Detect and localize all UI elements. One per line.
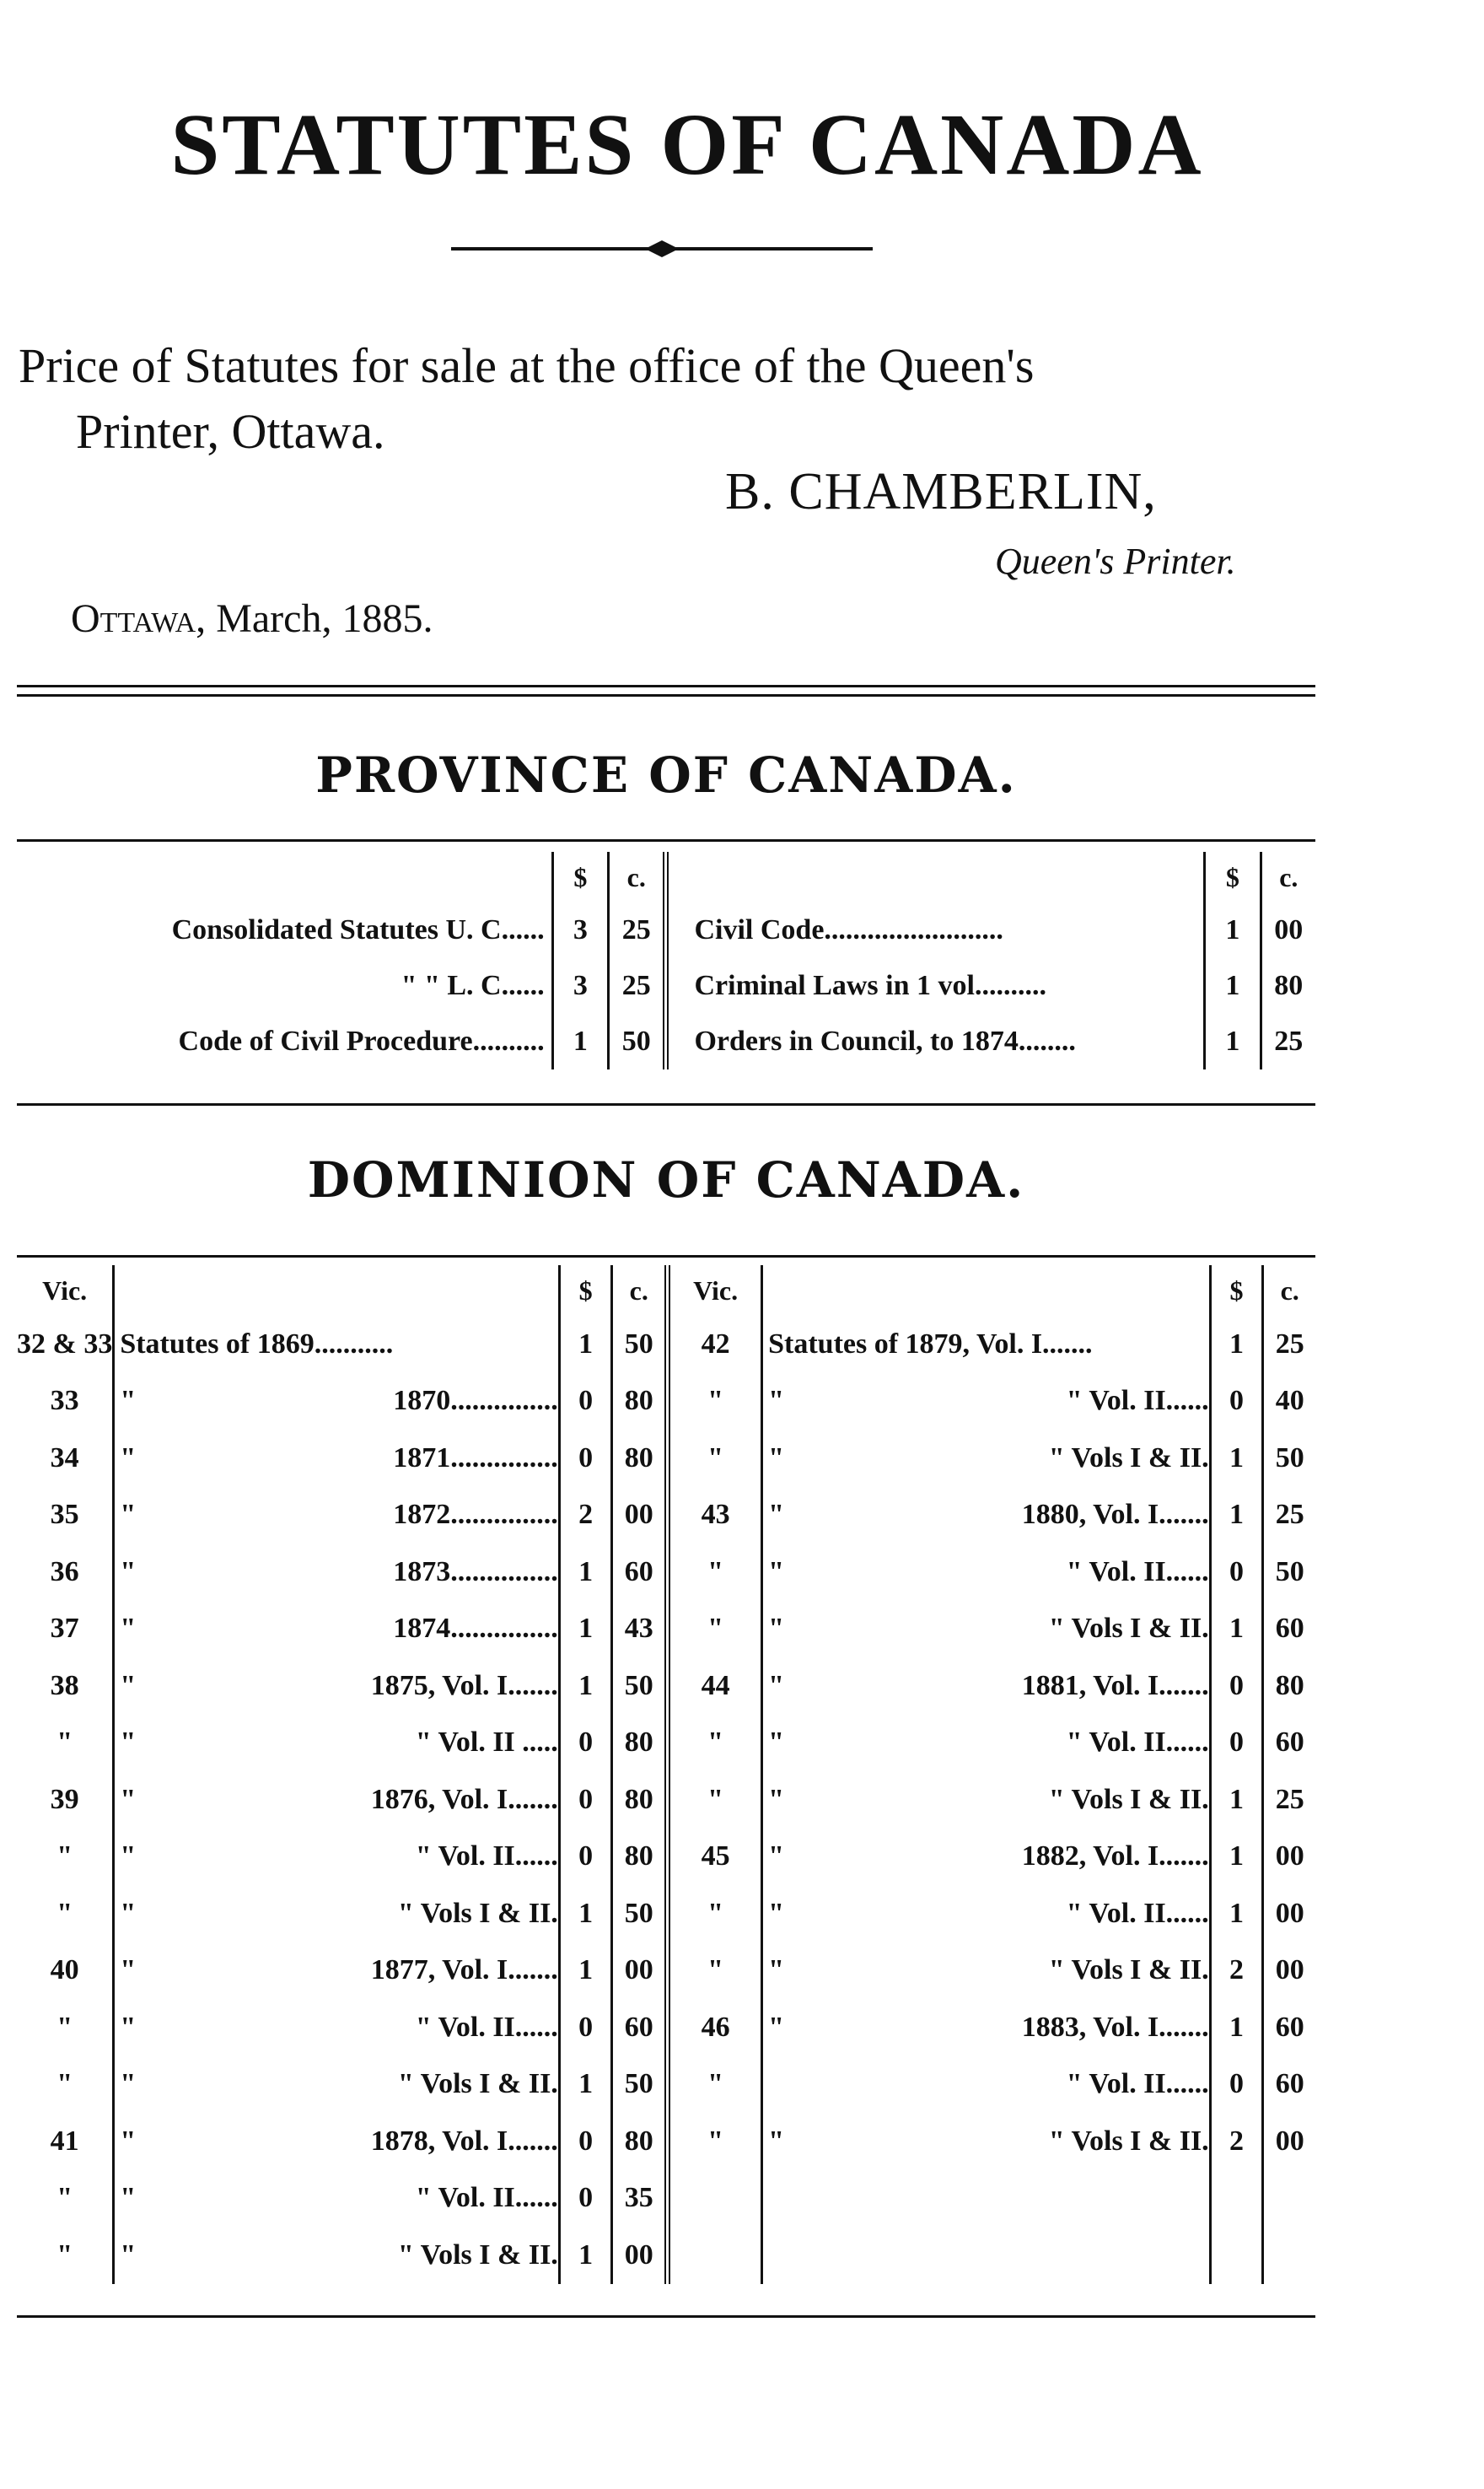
statute-name <box>114 1715 559 1772</box>
vic-number: 33 <box>50 1385 79 1417</box>
statute-name-part-a: " <box>768 1385 785 1417</box>
statute-name-part-a: " <box>120 2238 137 2271</box>
statute-name <box>762 2170 1211 2228</box>
price-dollars: 1 <box>559 2056 612 2114</box>
statute-name <box>762 1430 1211 1487</box>
price-dollars: 0 <box>559 1715 612 1772</box>
vic-number: " <box>668 1942 762 2000</box>
price-dollars: 2 <box>1210 1942 1263 2000</box>
price-cents: 80 <box>1263 1657 1315 1715</box>
table-row <box>17 1430 1315 1487</box>
price-cents: 80 <box>612 1829 668 1886</box>
table-row <box>17 1014 1315 1069</box>
statute-name-part-b: 1883, Vol. I....... <box>1021 2011 1209 2043</box>
vic-number: " <box>56 2238 73 2271</box>
statute-name <box>762 1487 1211 1544</box>
table-row <box>17 1715 1315 1772</box>
price-cents <box>1263 2170 1315 2228</box>
dollar-header: $ <box>559 1265 612 1316</box>
statute-name-part-a: " <box>120 2068 137 2100</box>
statute-name <box>114 1771 559 1829</box>
price-cents: 60 <box>612 1544 668 1601</box>
statute-name-part-a: " <box>768 1897 785 1929</box>
statute-name-part-b: 1875, Vol. I....... <box>370 1669 558 1701</box>
cents-header: c. <box>612 1265 668 1316</box>
statute-name-part-b: " Vol. II...... <box>415 2011 558 2043</box>
vic-number: " <box>668 1601 762 1658</box>
statute-name: Criminal Laws in 1 vol.......... <box>666 958 1205 1014</box>
table-row <box>17 1487 1315 1544</box>
dollar-header: $ <box>1205 852 1261 902</box>
vic-number: " <box>56 1727 73 1759</box>
dominion-table-bottom-rule <box>17 2315 1315 2318</box>
vic-number: " <box>56 1840 73 1872</box>
statute-name-part-b: " Vols I & II. <box>1048 2125 1209 2157</box>
statute-name-part-b: 1876, Vol. I....... <box>370 1783 558 1815</box>
price-cents: 80 <box>1261 958 1315 1014</box>
price-cents: 25 <box>1263 1771 1315 1829</box>
price-dollars: 0 <box>559 2170 612 2228</box>
statute-name <box>114 1373 559 1430</box>
table-row <box>17 1657 1315 1715</box>
price-cents: 80 <box>612 1430 668 1487</box>
price-dollars: 1 <box>559 2227 612 2284</box>
statute-name-part-a <box>768 2068 1066 2100</box>
price-cents: 25 <box>1261 1014 1315 1069</box>
statute-name <box>114 1885 559 1942</box>
statute-name <box>114 1942 559 2000</box>
price-cents: 00 <box>1261 902 1315 958</box>
table-row <box>17 2056 1315 2114</box>
price-dollars: 0 <box>1210 1544 1263 1601</box>
statute-name-part-b: 1874............... <box>393 1613 558 1645</box>
price-cents: 00 <box>612 1487 668 1544</box>
statute-name-part-b: " Vols I & II. <box>397 2238 558 2271</box>
statute-name-part-b: 1871............... <box>393 1441 558 1473</box>
statute-name-part-a: " <box>120 1499 137 1531</box>
price-dollars: 0 <box>1210 1657 1263 1715</box>
table-row <box>17 1829 1315 1886</box>
price-dollars: 1 <box>559 1885 612 1942</box>
vic-number: 45 <box>668 1829 762 1886</box>
vic-number: " <box>56 2068 73 2100</box>
table-row <box>17 1601 1315 1658</box>
statute-name <box>762 1942 1211 2000</box>
price-cents: 25 <box>609 958 666 1014</box>
price-cents: 50 <box>1263 1544 1315 1601</box>
signer-name: B. CHAMBERLIN, <box>725 463 1157 520</box>
statute-name-part-a: " <box>120 2011 137 2043</box>
page-title: STATUTES OF CANADA <box>170 96 1204 193</box>
cents-header: c. <box>1263 1265 1315 1316</box>
statute-name <box>114 1487 559 1544</box>
price-cents: 50 <box>612 1316 668 1373</box>
title-ornament-divider <box>451 236 873 261</box>
vic-number: 39 <box>50 1783 79 1815</box>
price-dollars: 1 <box>1210 1999 1263 2056</box>
table-row <box>17 1885 1315 1942</box>
statute-name: Consolidated Statutes U. C...... <box>171 914 545 945</box>
table-row <box>17 2227 1315 2284</box>
vic-number: " <box>56 2182 73 2214</box>
statute-name-part-a: " <box>768 1669 785 1701</box>
price-cents: 25 <box>1263 1316 1315 1373</box>
statute-name: Civil Code......................... <box>666 902 1205 958</box>
statute-name-part-b: " Vol. II...... <box>1066 1897 1209 1929</box>
statute-name <box>114 1544 559 1601</box>
price-dollars: 0 <box>559 2113 612 2170</box>
price-cents: 60 <box>1263 1715 1315 1772</box>
vic-number: " <box>668 1885 762 1942</box>
statute-name-part-a: " <box>768 1840 785 1872</box>
statute-name-part-a: Statutes of 1869........... <box>120 1328 394 1360</box>
price-dollars: 1 <box>1210 1771 1263 1829</box>
price-cents: 00 <box>1263 1942 1315 2000</box>
statute-name-part-a: " <box>120 1613 137 1645</box>
statute-name <box>114 1601 559 1658</box>
price-dollars: 1 <box>1210 1316 1263 1373</box>
statute-name-part-b: " Vols I & II. <box>1048 1954 1209 1986</box>
statute-name <box>114 2113 559 2170</box>
province-table-top-rule <box>17 839 1315 842</box>
price-dollars: 0 <box>1210 1373 1263 1430</box>
dominion-table-top-rule <box>17 1255 1315 1258</box>
dateline <box>71 595 433 642</box>
price-dollars: 0 <box>559 1373 612 1430</box>
statute-name <box>114 1430 559 1487</box>
statute-name-part-b: 1878, Vol. I....... <box>370 2125 558 2157</box>
price-dollars: 1 <box>559 1544 612 1601</box>
price-cents: 00 <box>612 1942 668 2000</box>
statute-name <box>762 1829 1211 1886</box>
statute-name-part-a: " <box>120 2125 137 2157</box>
vic-number: " <box>668 2056 762 2114</box>
price-cents: 00 <box>1263 1829 1315 1886</box>
table-row <box>17 2170 1315 2228</box>
vic-number: " <box>668 1373 762 1430</box>
vic-number: " <box>668 2113 762 2170</box>
price-dollars: 1 <box>1210 1885 1263 1942</box>
statute-name-part-b: " Vol. II...... <box>1066 1555 1209 1587</box>
price-cents: 50 <box>612 2056 668 2114</box>
statute-name-part-b: 1870............... <box>393 1385 558 1417</box>
statute-name <box>762 1601 1211 1658</box>
intro-text-line2: Printer, Ottawa. <box>76 404 385 459</box>
price-cents: 25 <box>609 902 666 958</box>
table-row <box>17 2113 1315 2170</box>
vic-number: " <box>668 1430 762 1487</box>
intro-text: Price of Statutes for sale at the office of the Queen's <box>19 338 1035 393</box>
price-dollars: 1 <box>1210 1829 1263 1886</box>
price-cents: 60 <box>1263 1999 1315 2056</box>
statute-name-part-b: " Vol. II...... <box>1066 1727 1209 1759</box>
statute-name-part-a: " <box>768 1555 785 1587</box>
statute-name-part-b: " Vols I & II. <box>1048 1783 1209 1815</box>
cents-header: c. <box>609 852 666 902</box>
statute-name-part-b: " Vols I & II. <box>1048 1441 1209 1473</box>
province-price-table <box>17 852 1315 1069</box>
price-dollars: 1 <box>552 1014 608 1069</box>
statute-name: " " L. C...... <box>401 970 545 1001</box>
statute-name-part-b: 1882, Vol. I....... <box>1021 1840 1209 1872</box>
statute-name: Orders in Council, to 1874........ <box>666 1014 1205 1069</box>
dollar-header: $ <box>1210 1265 1263 1316</box>
statute-name <box>762 1885 1211 1942</box>
statute-name-part-a: " <box>120 1840 137 1872</box>
price-cents: 50 <box>612 1885 668 1942</box>
price-dollars: 2 <box>1210 2113 1263 2170</box>
price-dollars <box>1210 2170 1263 2228</box>
statute-name-part-b: " Vols I & II. <box>397 2068 558 2100</box>
price-dollars: 1 <box>559 1657 612 1715</box>
statute-name-part-a: " <box>768 1783 785 1815</box>
statute-name-part-a: " <box>768 2011 785 2043</box>
dominion-price-table <box>17 1265 1315 2284</box>
price-cents <box>1263 2227 1315 2284</box>
province-heading: PROVINCE OF CANADA. <box>315 746 1017 804</box>
province-table-bottom-rule <box>17 1103 1315 1106</box>
statute-name-part-a: " <box>120 1783 137 1815</box>
statute-name <box>114 1999 559 2056</box>
price-cents: 40 <box>1263 1373 1315 1430</box>
vic-number: 40 <box>50 1954 79 1986</box>
statute-name <box>762 2113 1211 2170</box>
price-dollars <box>1210 2227 1263 2284</box>
statute-name-part-b: " Vol. II...... <box>1066 2068 1209 2100</box>
price-cents: 60 <box>1263 2056 1315 2114</box>
price-cents: 43 <box>612 1601 668 1658</box>
vic-number: 36 <box>50 1555 79 1587</box>
statute-name-part-a: " <box>120 1555 137 1587</box>
statute-name <box>762 1771 1211 1829</box>
statute-name-part-b: " Vol. II...... <box>415 2182 558 2214</box>
dollar-header: $ <box>552 852 608 902</box>
vic-header: Vic. <box>42 1274 88 1306</box>
vic-number <box>668 2170 762 2228</box>
dateline-date: March, 1885. <box>206 596 433 641</box>
statute-name <box>762 1316 1211 1373</box>
price-dollars: 0 <box>559 1829 612 1886</box>
vic-number: 41 <box>50 2125 79 2157</box>
statute-name-part-a: " <box>120 1441 137 1473</box>
statute-name-part-a: " <box>120 1669 137 1701</box>
vic-number: 42 <box>668 1316 762 1373</box>
statute-name <box>762 1544 1211 1601</box>
statute-name <box>762 1715 1211 1772</box>
vic-number: 43 <box>668 1487 762 1544</box>
statute-name <box>114 2056 559 2114</box>
table-row <box>17 1373 1315 1430</box>
vic-number: 44 <box>668 1657 762 1715</box>
vic-number: 38 <box>50 1669 79 1701</box>
vic-number: " <box>668 1544 762 1601</box>
price-cents: 00 <box>1263 1885 1315 1942</box>
price-cents: 50 <box>1263 1430 1315 1487</box>
statute-name <box>762 1657 1211 1715</box>
price-dollars: 0 <box>559 1771 612 1829</box>
vic-number: 46 <box>668 1999 762 2056</box>
vic-number: " <box>56 2011 73 2043</box>
statute-name <box>114 2170 559 2228</box>
cents-header: c. <box>1261 852 1315 902</box>
statute-name-part-a: Statutes of 1879, Vol. I....... <box>768 1328 1093 1360</box>
table-row <box>17 1999 1315 2056</box>
statute-name-part-a: " <box>120 1385 137 1417</box>
statute-name-part-a: " <box>120 1954 137 1986</box>
vic-number: " <box>56 1897 73 1929</box>
table-row <box>17 902 1315 958</box>
price-cents: 80 <box>612 1771 668 1829</box>
statute-name-part-a: " <box>768 1613 785 1645</box>
statute-name <box>762 1999 1211 2056</box>
statute-name-part-a: " <box>768 1441 785 1473</box>
vic-number: 35 <box>50 1499 79 1531</box>
statute-name-part-b: 1877, Vol. I....... <box>370 1954 558 1986</box>
price-dollars: 3 <box>552 958 608 1014</box>
statute-name-part-b: 1881, Vol. I....... <box>1021 1669 1209 1701</box>
statute-name-part-b: 1873............... <box>393 1555 558 1587</box>
table-row <box>17 958 1315 1014</box>
statute-name-part-b: " Vol. II ..... <box>415 1727 558 1759</box>
statute-name <box>114 2227 559 2284</box>
price-dollars: 1 <box>1205 902 1261 958</box>
statute-name-part-a: " <box>768 2125 785 2157</box>
vic-number: " <box>668 1771 762 1829</box>
statute-name <box>114 1657 559 1715</box>
vic-number: 32 & 33 <box>17 1328 113 1360</box>
table-row <box>17 1316 1315 1373</box>
price-cents: 50 <box>612 1657 668 1715</box>
price-dollars: 1 <box>559 1942 612 2000</box>
price-dollars: 0 <box>1210 2056 1263 2114</box>
price-dollars: 2 <box>559 1487 612 1544</box>
price-dollars: 1 <box>559 1601 612 1658</box>
statute-name <box>762 2227 1211 2284</box>
vic-number: 37 <box>50 1613 79 1645</box>
price-cents: 60 <box>1263 1601 1315 1658</box>
price-dollars: 1 <box>1210 1601 1263 1658</box>
price-cents: 60 <box>612 1999 668 2056</box>
statute-name-part-a: " <box>120 2182 137 2214</box>
statute-name <box>114 1316 559 1373</box>
dominion-heading: DOMINION OF CANADA. <box>307 1151 1025 1209</box>
price-cents: 35 <box>612 2170 668 2228</box>
statute-name-part-b: " Vols I & II. <box>397 1897 558 1929</box>
statute-name-part-a: " <box>120 1897 137 1929</box>
statute-name-part-a: " <box>120 1727 137 1759</box>
price-dollars: 3 <box>552 902 608 958</box>
price-cents: 00 <box>1263 2113 1315 2170</box>
price-dollars: 1 <box>559 1316 612 1373</box>
price-cents: 25 <box>1263 1487 1315 1544</box>
statute-name-part-b: 1880, Vol. I....... <box>1021 1499 1209 1531</box>
statute-name: Code of Civil Procedure.......... <box>178 1026 545 1057</box>
table-header-row <box>17 1265 1315 1316</box>
table-row <box>17 1942 1315 2000</box>
statute-name <box>762 1373 1211 1430</box>
vic-number: " <box>668 1715 762 1772</box>
section-divider <box>17 685 1315 697</box>
statute-name-part-b: " Vol. II...... <box>1066 1385 1209 1417</box>
price-cents: 80 <box>612 1373 668 1430</box>
price-cents: 00 <box>612 2227 668 2284</box>
price-cents: 80 <box>612 2113 668 2170</box>
statute-name-part-b: 1872............... <box>393 1499 558 1531</box>
price-dollars: 1 <box>1205 1014 1261 1069</box>
statute-name-part-b: " Vol. II...... <box>415 1840 558 1872</box>
vic-number: 34 <box>50 1441 79 1473</box>
price-dollars: 0 <box>559 1430 612 1487</box>
dateline-city: Ottawa, <box>71 596 207 641</box>
statute-name-part-b: " Vols I & II. <box>1048 1613 1209 1645</box>
statute-name-part-a: " <box>768 1499 785 1531</box>
price-dollars: 0 <box>559 1999 612 2056</box>
statute-name-part-a: " <box>768 1727 785 1759</box>
statute-name <box>762 2056 1211 2114</box>
table-header-row <box>17 852 1315 902</box>
statute-name <box>114 1829 559 1886</box>
price-cents: 50 <box>609 1014 666 1069</box>
table-row <box>17 1544 1315 1601</box>
statute-name-part-a: " <box>768 1954 785 1986</box>
price-dollars: 1 <box>1210 1487 1263 1544</box>
vic-number <box>668 2227 762 2284</box>
vic-header: Vic. <box>668 1265 762 1316</box>
price-dollars: 1 <box>1210 1430 1263 1487</box>
price-dollars: 0 <box>1210 1715 1263 1772</box>
table-row <box>17 1771 1315 1829</box>
price-cents: 80 <box>612 1715 668 1772</box>
signer-title: Queen's Printer. <box>995 541 1236 582</box>
price-dollars: 1 <box>1205 958 1261 1014</box>
